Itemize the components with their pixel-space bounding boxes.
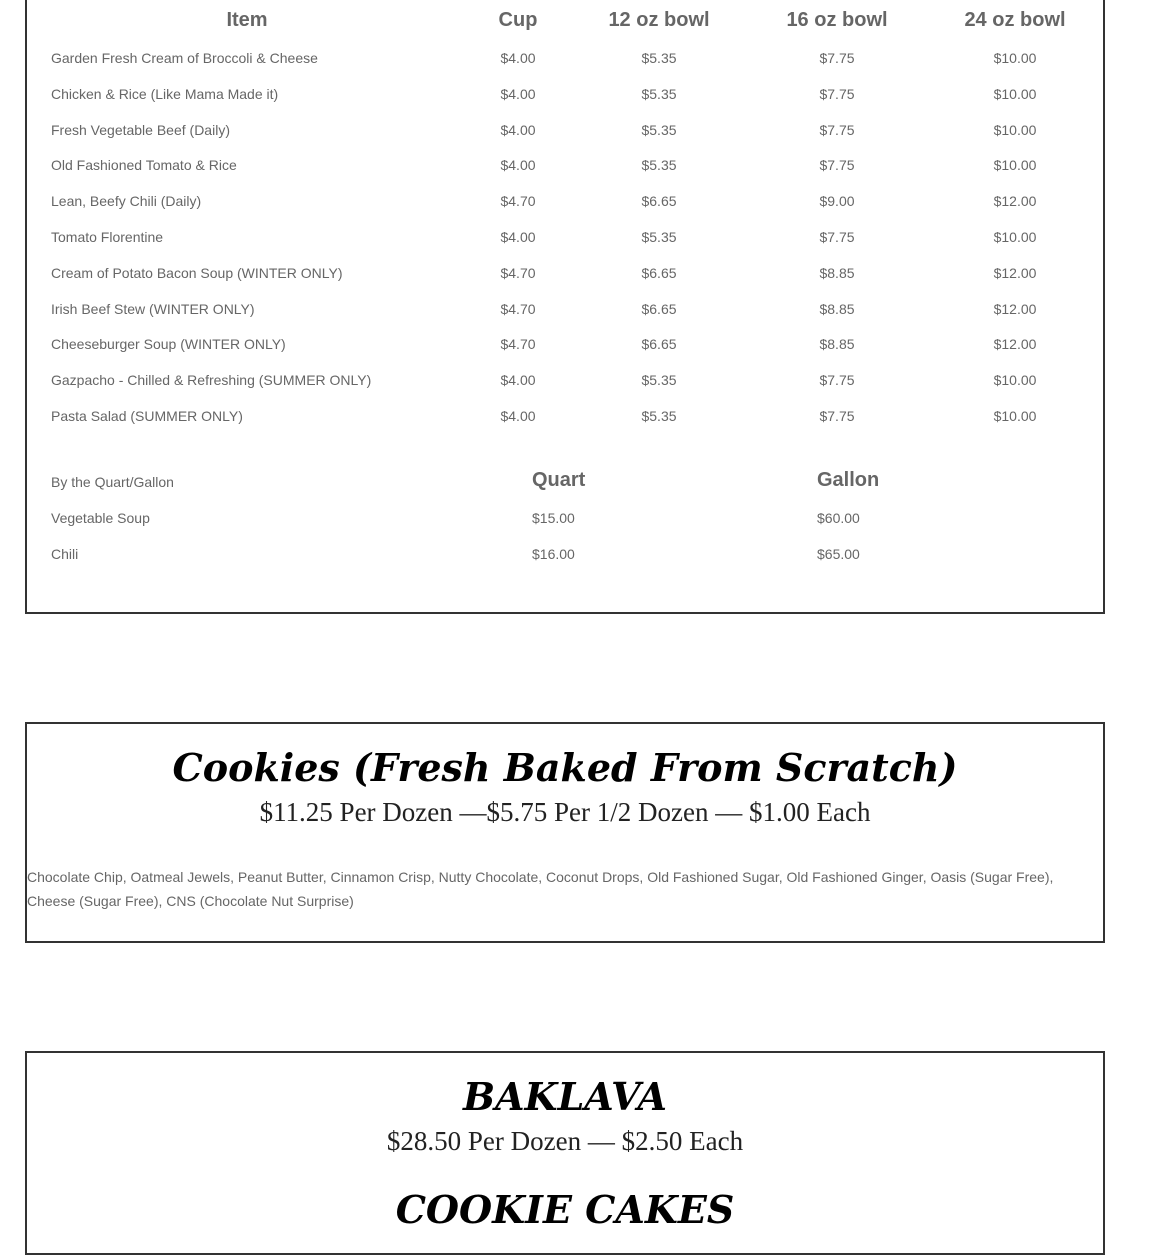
soup-name: Fresh Vegetable Beef (Daily): [51, 121, 230, 138]
col-header-12oz: 12 oz bowl: [608, 9, 710, 31]
price-24oz: $12.00: [993, 264, 1037, 281]
table-row: [27, 301, 1103, 337]
table-row: [27, 408, 1103, 444]
price-16oz: $7.75: [819, 408, 855, 424]
soup-name: Chicken & Rice (Like Mama Made it): [51, 85, 279, 102]
price-12oz: $6.65: [641, 193, 677, 210]
price-24oz: $12.00: [993, 300, 1037, 317]
table-row: [27, 372, 1103, 408]
price-quart: $16.00: [532, 546, 575, 562]
price-cup: $4.00: [500, 50, 536, 66]
price-16oz: $7.75: [819, 121, 855, 138]
price-16oz: $7.75: [819, 372, 855, 389]
price-16oz: $7.75: [819, 229, 855, 245]
price-16oz: $9.00: [819, 193, 855, 210]
price-cup: $4.00: [500, 372, 536, 389]
table-row: [27, 50, 1103, 86]
price-12oz: $6.65: [641, 264, 677, 281]
cookies-title: Cookies (Fresh Baked From Scratch): [172, 745, 958, 790]
price-16oz: $7.75: [819, 157, 855, 174]
price-12oz: $6.65: [641, 336, 677, 353]
cookie-flavors: Chocolate Chip, Oatmeal Jewels, Peanut Butter, Cinnamon Crisp, Nutty Chocolate, Coconut Drops, Old Fashioned Sugar, Old Fashioned Ginger, Oasis (Sugar Free), Cheese (Sugar Free), CNS (Chocolate Nut Surprise): [27, 869, 1054, 909]
price-24oz: $12.00: [993, 336, 1037, 353]
price-24oz: $10.00: [993, 157, 1037, 174]
price-12oz: $5.35: [641, 50, 677, 66]
col-header-24oz: 24 oz bowl: [964, 9, 1066, 31]
soup-name: Cheeseburger Soup (WINTER ONLY): [51, 336, 286, 353]
price-12oz: $5.35: [641, 121, 677, 138]
price-gallon: $65.00: [817, 546, 860, 562]
soup-name: Pasta Salad (SUMMER ONLY): [51, 408, 243, 424]
price-12oz: $5.35: [641, 229, 677, 245]
price-16oz: $8.85: [819, 264, 855, 281]
price-cup: $4.00: [500, 229, 536, 245]
price-quart: $15.00: [532, 510, 575, 526]
price-12oz: $5.35: [641, 408, 677, 424]
col-header-gallon: Gallon: [817, 469, 880, 491]
cookies-price: $11.25 Per Dozen —$5.75 Per 1/2 Dozen — $1.00 Each: [259, 797, 871, 827]
table-row: [27, 157, 1103, 193]
price-cup: $4.00: [500, 408, 536, 424]
baklava-price: $28.50 Per Dozen — $2.50 Each: [386, 1126, 744, 1156]
table-row: [27, 265, 1103, 301]
price-24oz: $10.00: [993, 408, 1037, 424]
price-cup: $4.00: [500, 157, 536, 174]
soup-name: Old Fashioned Tomato & Rice: [51, 157, 237, 174]
baklava-title: BAKLAVA: [462, 1074, 668, 1119]
quart-gallon-label: By the Quart/Gallon: [51, 474, 174, 490]
table-row: [27, 193, 1103, 229]
quart-item-name: Vegetable Soup: [51, 510, 150, 526]
price-12oz: $5.35: [641, 85, 677, 102]
price-gallon: $60.00: [817, 510, 860, 526]
price-24oz: $10.00: [993, 85, 1037, 102]
price-12oz: $6.65: [641, 300, 677, 317]
price-16oz: $8.85: [819, 300, 855, 317]
col-header-item: Item: [226, 9, 268, 31]
cookies-section: [25, 722, 1105, 943]
cookie-cakes-title: COOKIE CAKES: [395, 1187, 735, 1232]
price-cup: $4.70: [500, 264, 536, 281]
table-row: [27, 336, 1103, 372]
price-cup: $4.70: [500, 300, 536, 317]
price-16oz: $7.75: [819, 50, 855, 66]
soup-name: Gazpacho - Chilled & Refreshing (SUMMER ONLY): [51, 372, 372, 389]
price-24oz: $10.00: [993, 229, 1037, 245]
baklava-section: [25, 1051, 1105, 1255]
col-header-16oz: 16 oz bowl: [786, 9, 888, 31]
quart-item-name: Chili: [51, 546, 79, 562]
col-header-quart: Quart: [532, 469, 586, 491]
soup-name: Tomato Florentine: [51, 229, 164, 245]
soup-name: Garden Fresh Cream of Broccoli & Cheese: [51, 50, 318, 66]
table-row: [27, 229, 1103, 265]
price-16oz: $7.75: [819, 85, 855, 102]
price-cup: $4.70: [500, 193, 536, 210]
table-row: [27, 86, 1103, 122]
price-24oz: $10.00: [993, 50, 1037, 66]
soup-menu-section: [25, 0, 1105, 614]
price-24oz: $10.00: [993, 121, 1037, 138]
price-cup: $4.70: [500, 336, 536, 353]
col-header-cup: Cup: [498, 9, 538, 31]
price-24oz: $10.00: [993, 372, 1037, 389]
soup-name: Irish Beef Stew (WINTER ONLY): [51, 300, 255, 317]
price-cup: $4.00: [500, 85, 536, 102]
soup-name: Cream of Potato Bacon Soup (WINTER ONLY): [51, 264, 343, 281]
soup-name: Lean, Beefy Chili (Daily): [51, 193, 202, 210]
price-24oz: $12.00: [993, 193, 1037, 210]
table-row: [27, 122, 1103, 158]
price-12oz: $5.35: [641, 157, 677, 174]
price-cup: $4.00: [500, 121, 536, 138]
price-12oz: $5.35: [641, 372, 677, 389]
price-16oz: $8.85: [819, 336, 855, 353]
